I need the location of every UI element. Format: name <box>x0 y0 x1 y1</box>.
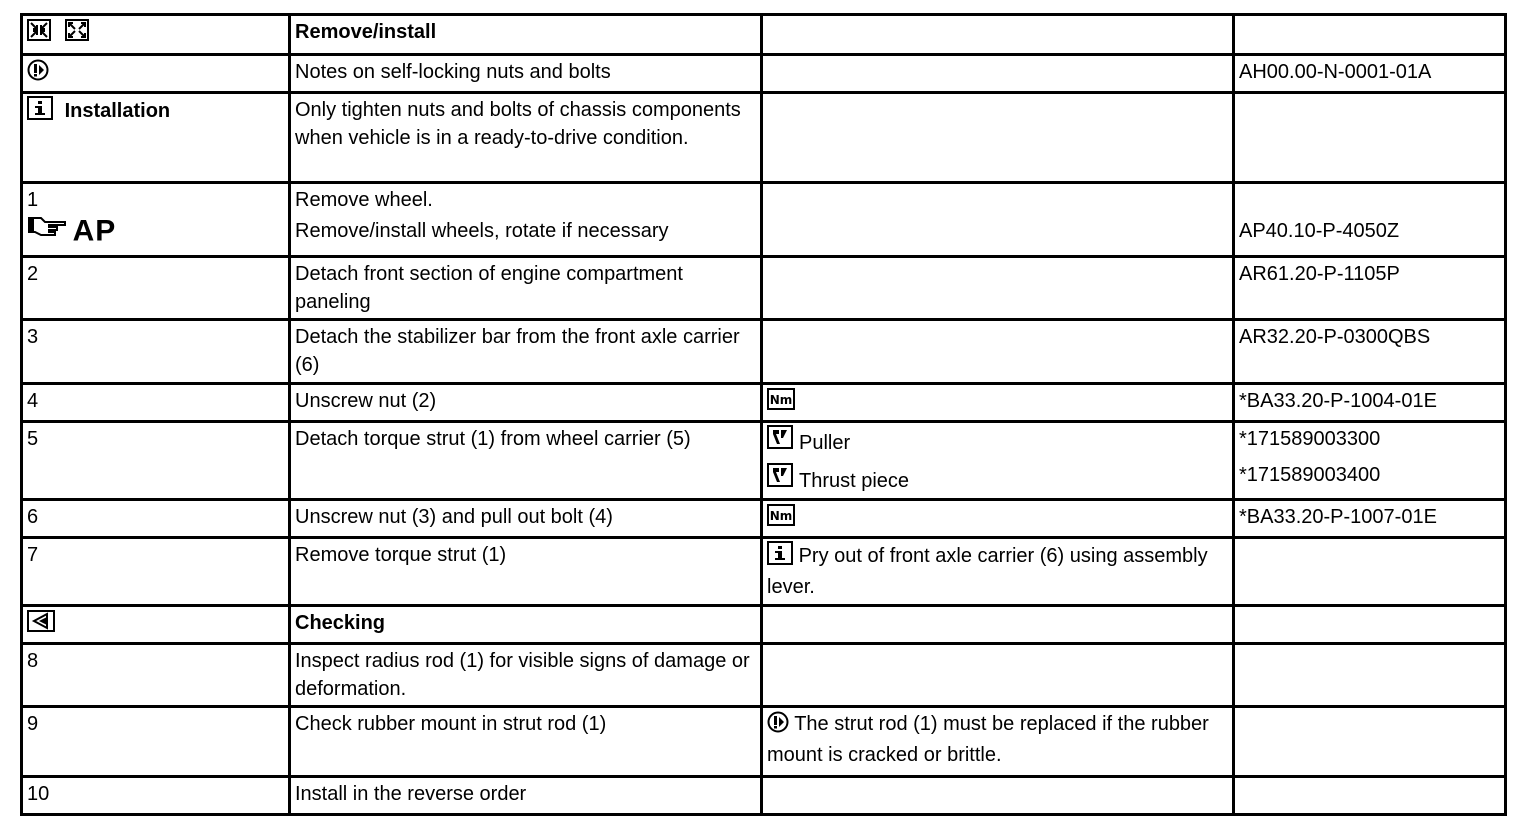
table-row <box>22 93 1506 183</box>
reference-cell <box>1234 422 1506 500</box>
table-row <box>22 422 1506 500</box>
empty-cell <box>762 257 1234 320</box>
table-row <box>22 606 1506 644</box>
empty-cell <box>762 93 1234 183</box>
empty-cell <box>1234 606 1506 644</box>
reference-link[interactable]: *BA33.20-P-1004-01E <box>1234 384 1506 422</box>
install-icon <box>65 19 89 49</box>
reference-link[interactable]: AP40.10-P-4050Z <box>1239 220 1400 242</box>
table-row <box>22 384 1506 422</box>
check-cell <box>22 606 290 644</box>
notes-text: Notes on self-locking nuts and bolts <box>290 55 762 93</box>
torque-cell <box>762 384 1234 422</box>
caution-icon <box>767 711 789 741</box>
step-number: 1 <box>27 189 39 211</box>
reference-link[interactable]: AR61.20-P-1105P <box>1234 257 1506 320</box>
caution-cell <box>22 55 290 93</box>
ap-label: AP <box>72 214 117 248</box>
torque-icon <box>767 388 795 418</box>
empty-cell <box>1234 538 1506 606</box>
table-row <box>22 320 1506 384</box>
installation-text: Only tighten nuts and bolts of chassis components when vehicle is in a ready-to-drive condition. <box>290 93 762 183</box>
step-number: 6 <box>22 500 290 538</box>
empty-cell <box>1234 777 1506 815</box>
step-text: Detach the stabilizer bar from the front axle carrier (6) <box>290 320 762 384</box>
torque-cell <box>762 500 1234 538</box>
step-text: Unscrew nut (2) <box>290 384 762 422</box>
table-row <box>22 183 1506 257</box>
tool-label: Puller <box>799 432 851 454</box>
table-row <box>22 257 1506 320</box>
step-number: 2 <box>22 257 290 320</box>
check-icon <box>27 610 55 640</box>
empty-cell <box>1234 707 1506 777</box>
step-number: 3 <box>22 320 290 384</box>
part-number[interactable]: *171589003400 <box>1239 464 1381 486</box>
empty-cell <box>762 606 1234 644</box>
step-number: 4 <box>22 384 290 422</box>
step-text-cell <box>290 183 762 257</box>
reference-link[interactable]: AR32.20-P-0300QBS <box>1234 320 1506 384</box>
svg-text:Nm: Nm <box>769 393 793 407</box>
reference-link[interactable]: AH00.00-N-0001-01A <box>1234 55 1506 93</box>
empty-cell <box>1234 93 1506 183</box>
remove-icon <box>27 19 51 49</box>
info-icon <box>27 96 53 128</box>
table-row <box>22 644 1506 707</box>
empty-cell <box>762 777 1234 815</box>
table-row <box>22 538 1506 606</box>
tool-label: Thrust piece <box>799 470 910 492</box>
table-row <box>22 15 1506 55</box>
step-text: Check rubber mount in strut rod (1) <box>290 707 762 777</box>
empty-cell <box>762 15 1234 55</box>
empty-cell <box>1234 644 1506 707</box>
torque-icon <box>767 504 795 534</box>
installation-label: Installation <box>64 100 171 122</box>
empty-cell <box>762 55 1234 93</box>
svg-text:Nm: Nm <box>769 509 793 523</box>
special-tool-icon <box>767 425 793 457</box>
step-number-cell <box>22 183 290 257</box>
installation-cell <box>22 93 290 183</box>
step-text: Remove torque strut (1) <box>290 538 762 606</box>
note-cell <box>762 538 1234 606</box>
tool-line <box>767 425 1228 457</box>
table-row <box>22 55 1506 93</box>
step-number: 5 <box>22 422 290 500</box>
step-text: Install in the reverse order <box>290 777 762 815</box>
procedure-table <box>20 13 1507 816</box>
ap-marker <box>27 214 284 248</box>
empty-cell <box>1234 15 1506 55</box>
step-number: 7 <box>22 538 290 606</box>
tools-cell <box>762 422 1234 500</box>
tool-line <box>767 463 1228 495</box>
pointing-hand-icon <box>27 214 67 248</box>
step-number: 9 <box>22 707 290 777</box>
step-number: 8 <box>22 644 290 707</box>
note-text: The strut rod (1) must be replaced if the rubber mount is cracked or brittle. <box>767 713 1209 766</box>
step-text: Detach torque strut (1) from wheel carrier (5) <box>290 422 762 500</box>
note-cell <box>762 707 1234 777</box>
info-icon <box>767 541 793 573</box>
empty-cell <box>762 183 1234 257</box>
special-tool-icon <box>767 463 793 495</box>
op-icons-cell <box>22 15 290 55</box>
note-text: Pry out of front axle carrier (6) using assembly lever. <box>767 545 1208 598</box>
step-text: Inspect radius rod (1) for visible signs of damage or deformation. <box>290 644 762 707</box>
step-text: Unscrew nut (3) and pull out bolt (4) <box>290 500 762 538</box>
empty-cell <box>762 320 1234 384</box>
section-title: Remove/install <box>290 15 762 55</box>
part-number[interactable]: *171589003300 <box>1239 428 1381 450</box>
table-row <box>22 500 1506 538</box>
step-subtext: Remove/install wheels, rotate if necessary <box>295 220 669 242</box>
step-text: Detach front section of engine compartment paneling <box>290 257 762 320</box>
step-number: 10 <box>22 777 290 815</box>
empty-cell <box>762 644 1234 707</box>
step-text: Remove wheel. <box>295 189 433 211</box>
reference-cell <box>1234 183 1506 257</box>
section-title: Checking <box>290 606 762 644</box>
table-row <box>22 777 1506 815</box>
caution-icon <box>27 59 49 89</box>
table-row <box>22 707 1506 777</box>
reference-link[interactable]: *BA33.20-P-1007-01E <box>1234 500 1506 538</box>
